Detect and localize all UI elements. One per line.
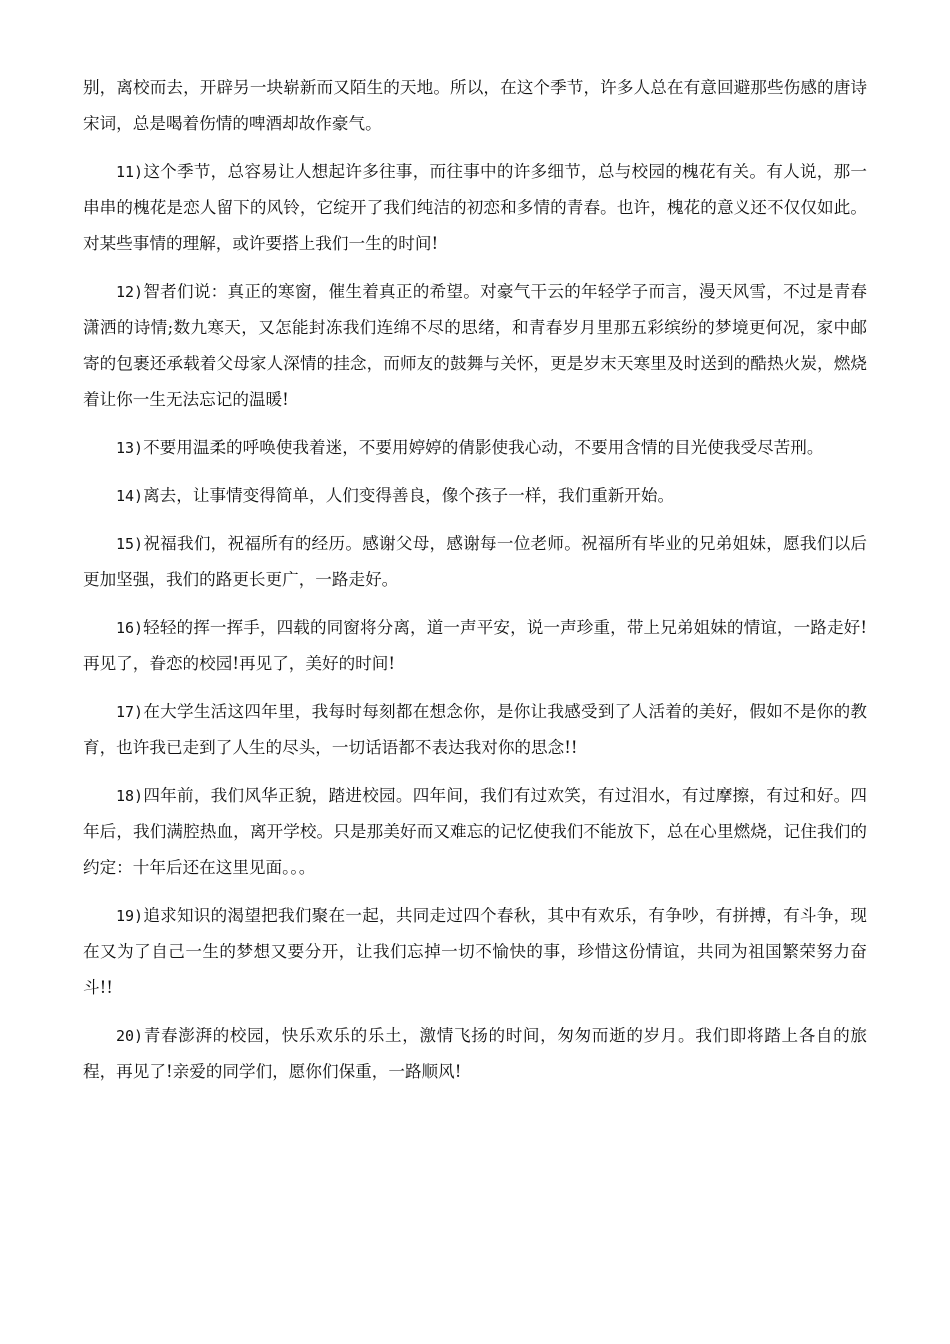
paragraph-text: 不要用温柔的呼唤使我着迷，不要用婷婷的倩影使我心动，不要用含情的目光使我受尽苦刑。 <box>143 438 824 457</box>
paragraph-17 <box>83 694 867 766</box>
paragraph-number: 16) <box>116 619 144 637</box>
paragraph-text: 祝福我们，祝福所有的经历。感谢父母，感谢每一位老师。祝福所有毕业的兄弟姐妹，愿我们以后更加坚强，我们的路更长更广，一路走好。 <box>83 534 867 589</box>
paragraph-number: 20) <box>116 1027 144 1045</box>
paragraph-number: 15) <box>116 535 144 553</box>
paragraph-text: 轻轻的挥一挥手，四载的同窗将分离，道一声平安，说一声珍重，带上兄弟姐妹的情谊，一路走好!再见了，眷恋的校园!再见了，美好的时间! <box>83 618 867 673</box>
paragraph-11 <box>83 154 867 262</box>
paragraph-12 <box>83 274 867 418</box>
paragraph-text: 四年前，我们风华正貌，踏进校园。四年间，我们有过欢笑，有过泪水，有过摩擦，有过和好。四年后，我们满腔热血，离开学校。只是那美好而又难忘的记忆使我们不能放下，总在心里燃烧，记住我们的约定：十年后还在这里见面。。。 <box>83 786 867 877</box>
document-page <box>83 70 867 1102</box>
paragraph-14 <box>83 478 867 514</box>
paragraph-number: 17) <box>116 703 144 721</box>
paragraph-number: 19) <box>116 907 144 925</box>
paragraph-text: 青春澎湃的校园，快乐欢乐的乐土，激情飞扬的时间，匆匆而逝的岁月。我们即将踏上各自的旅程，再见了!亲爱的同学们，愿你们保重，一路顺风! <box>83 1026 867 1081</box>
paragraph-text: 这个季节，总容易让人想起许多往事，而往事中的许多细节，总与校园的槐花有关。有人说，那一串串的槐花是恋人留下的风铃，它绽开了我们纯洁的初恋和多情的青春。也许，槐花的意义还不仅仅如此。对某些事情的理解，或许要搭上我们一生的时间! <box>83 162 867 253</box>
paragraph-15 <box>83 526 867 598</box>
paragraph-text: 智者们说：真正的寒窗，催生着真正的希望。对豪气干云的年轻学子而言，漫天风雪，不过是青春潇洒的诗情;数九寒天，又怎能封冻我们连绵不尽的思绪，和青春岁月里那五彩缤纷的梦境更何况，家中邮寄的包裹还承载着父母家人深情的挂念，而师友的鼓舞与关怀，更是岁末天寒里及时送到的酷热火炭，燃烧着让你一生无法忘记的温暖! <box>83 282 867 409</box>
paragraph-number: 13) <box>116 439 144 457</box>
paragraph-16 <box>83 610 867 682</box>
paragraph-number: 18) <box>116 787 144 805</box>
paragraph-text: 别，离校而去，开辟另一块崭新而又陌生的天地。所以，在这个季节，许多人总在有意回避那些伤感的唐诗宋词，总是喝着伤情的啤酒却故作豪气。 <box>83 78 867 133</box>
paragraph-13 <box>83 430 867 466</box>
paragraph-text: 在大学生活这四年里，我每时每刻都在想念你，是你让我感受到了人活着的美好，假如不是你的教育，也许我已走到了人生的尽头，一切话语都不表达我对你的思念!! <box>83 702 867 757</box>
paragraph-20 <box>83 1018 867 1090</box>
paragraph-number: 14) <box>116 487 144 505</box>
paragraph-18 <box>83 778 867 886</box>
paragraph-number: 11) <box>116 163 144 181</box>
paragraph-text: 追求知识的渴望把我们聚在一起，共同走过四个春秋，其中有欢乐，有争吵，有拼搏，有斗争，现在又为了自己一生的梦想又要分开，让我们忘掉一切不愉快的事，珍惜这份情谊，共同为祖国繁荣努力奋斗!! <box>83 906 867 997</box>
paragraph-continuation <box>83 70 867 142</box>
paragraph-text: 离去，让事情变得简单，人们变得善良，像个孩子一样，我们重新开始。 <box>143 486 675 505</box>
paragraph-number: 12) <box>116 283 144 301</box>
paragraph-19 <box>83 898 867 1006</box>
